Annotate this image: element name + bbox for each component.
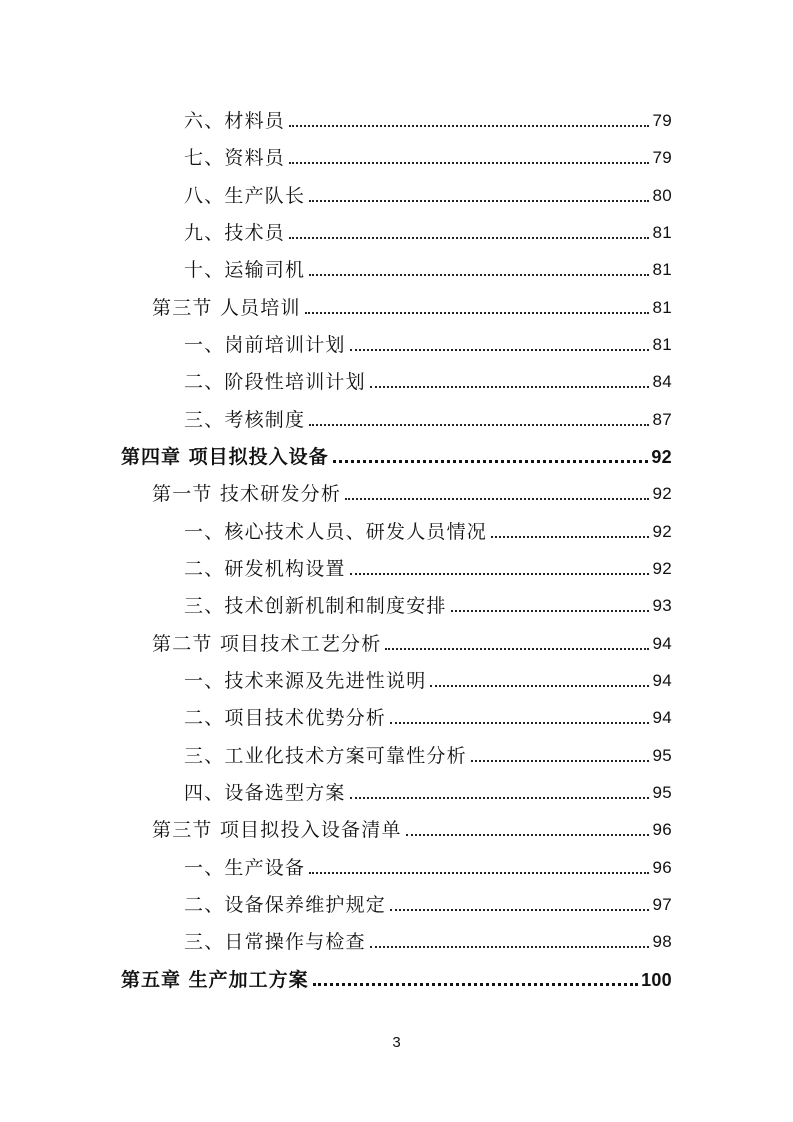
toc-entry-page: 94 xyxy=(652,708,672,727)
toc-entry-page: 79 xyxy=(652,111,672,130)
dot-leader xyxy=(305,312,650,314)
toc-entry-section[interactable] xyxy=(152,627,672,655)
toc-entry-label: 一、生产设备 xyxy=(184,857,306,879)
toc-entry-section[interactable] xyxy=(152,477,672,505)
dot-leader xyxy=(430,685,649,687)
toc-entry[interactable] xyxy=(184,851,672,879)
dot-leader xyxy=(309,424,649,426)
dot-leader xyxy=(491,536,649,538)
toc-entry[interactable] xyxy=(184,328,672,356)
toc-entry[interactable] xyxy=(184,403,672,431)
dot-leader xyxy=(390,722,649,724)
dot-leader xyxy=(345,498,649,500)
toc-entry-label: 一、技术来源及先进性说明 xyxy=(184,670,427,692)
toc-entry-label: 九、技术员 xyxy=(184,222,286,244)
toc-entry-label: 二、阶段性培训计划 xyxy=(184,371,366,393)
toc-entry-page: 81 xyxy=(652,335,672,354)
toc-entry-chapter[interactable] xyxy=(121,440,672,468)
dot-leader xyxy=(289,237,649,239)
toc-entry-label: 四、设备选型方案 xyxy=(184,782,346,804)
toc-entry-label: 第三节 人员培训 xyxy=(152,297,301,319)
toc-entry[interactable] xyxy=(184,216,672,244)
dot-leader xyxy=(350,349,650,351)
toc-entry-label: 一、岗前培训计划 xyxy=(184,334,346,356)
toc-entry-label: 第五章 生产加工方案 xyxy=(121,969,309,991)
toc-entry-label: 六、材料员 xyxy=(184,110,286,132)
toc-entry-label: 一、核心技术人员、研发人员情况 xyxy=(184,521,488,543)
toc-entry-label: 三、考核制度 xyxy=(184,409,306,431)
toc-entry-label: 三、日常操作与检查 xyxy=(184,931,366,953)
page-number: 3 xyxy=(392,1034,401,1051)
toc-entry-page: 81 xyxy=(652,223,672,242)
dot-leader xyxy=(289,125,649,127)
toc-entry[interactable] xyxy=(184,141,672,169)
toc-entry[interactable] xyxy=(184,253,672,281)
toc-entry-label: 第二节 项目技术工艺分析 xyxy=(152,633,382,655)
toc-entry-label: 三、工业化技术方案可靠性分析 xyxy=(184,745,467,767)
toc-entry[interactable] xyxy=(184,776,672,804)
toc-entry-page: 92 xyxy=(652,484,672,503)
toc-entry[interactable] xyxy=(184,515,672,543)
toc-entry[interactable] xyxy=(184,365,672,393)
dot-leader xyxy=(309,200,649,202)
toc-entry-page: 100 xyxy=(641,970,672,990)
toc-entry-page: 80 xyxy=(652,186,672,205)
toc-entry-label: 七、资料员 xyxy=(184,147,286,169)
toc-entry-label: 第四章 项目拟投入设备 xyxy=(121,446,329,468)
dot-leader xyxy=(350,797,650,799)
toc-entry[interactable] xyxy=(184,925,672,953)
dot-leader xyxy=(370,386,650,388)
toc-entry[interactable] xyxy=(184,701,672,729)
toc-entry-label: 第三节 项目拟投入设备清单 xyxy=(152,819,402,841)
dot-leader xyxy=(333,460,649,463)
toc-entry-page: 98 xyxy=(652,932,672,951)
toc-entry-page: 96 xyxy=(652,858,672,877)
toc-entry-page: 81 xyxy=(652,260,672,279)
dot-leader xyxy=(370,946,650,948)
toc-entry-label: 二、项目技术优势分析 xyxy=(184,707,387,729)
toc-entry[interactable] xyxy=(184,739,672,767)
dot-leader xyxy=(313,983,638,986)
dot-leader xyxy=(390,909,649,911)
toc-entry-page: 94 xyxy=(652,634,672,653)
toc-entry-label: 第一节 技术研发分析 xyxy=(152,483,342,505)
toc-entry-label: 十、运输司机 xyxy=(184,259,306,281)
dot-leader xyxy=(309,274,649,276)
toc-entry-page: 87 xyxy=(652,410,672,429)
toc-entry-page: 81 xyxy=(652,298,672,317)
toc-entry-page: 95 xyxy=(652,746,672,765)
toc-entry-page: 79 xyxy=(652,148,672,167)
toc-entry-label: 八、生产队长 xyxy=(184,185,306,207)
dot-leader xyxy=(406,834,650,836)
toc-entry-page: 92 xyxy=(652,522,672,541)
toc-entry-page: 93 xyxy=(652,596,672,615)
toc-entry-page: 92 xyxy=(651,447,672,467)
toc-entry-page: 84 xyxy=(652,372,672,391)
toc-entry-page: 97 xyxy=(652,895,672,914)
toc-entry-label: 三、技术创新机制和制度安排 xyxy=(184,595,447,617)
dot-leader xyxy=(385,648,649,650)
dot-leader xyxy=(451,610,650,612)
toc-entry[interactable] xyxy=(184,664,672,692)
toc-entry-page: 94 xyxy=(652,671,672,690)
toc-entry[interactable] xyxy=(184,552,672,580)
toc-entry-section[interactable] xyxy=(152,291,672,319)
toc-entry-chapter[interactable] xyxy=(121,963,672,991)
toc-entry-section[interactable] xyxy=(152,813,672,841)
toc-entry-page: 92 xyxy=(652,559,672,578)
toc-entry[interactable] xyxy=(184,888,672,916)
toc-entry-label: 二、设备保养维护规定 xyxy=(184,894,387,916)
dot-leader xyxy=(471,760,650,762)
toc-entry-label: 二、研发机构设置 xyxy=(184,558,346,580)
toc-entry[interactable] xyxy=(184,589,672,617)
dot-leader xyxy=(350,573,650,575)
toc-entry[interactable] xyxy=(184,179,672,207)
toc-entry-page: 96 xyxy=(652,820,672,839)
toc-entry[interactable] xyxy=(184,104,672,132)
toc-entry-page: 95 xyxy=(652,783,672,802)
dot-leader xyxy=(289,162,649,164)
dot-leader xyxy=(309,872,649,874)
